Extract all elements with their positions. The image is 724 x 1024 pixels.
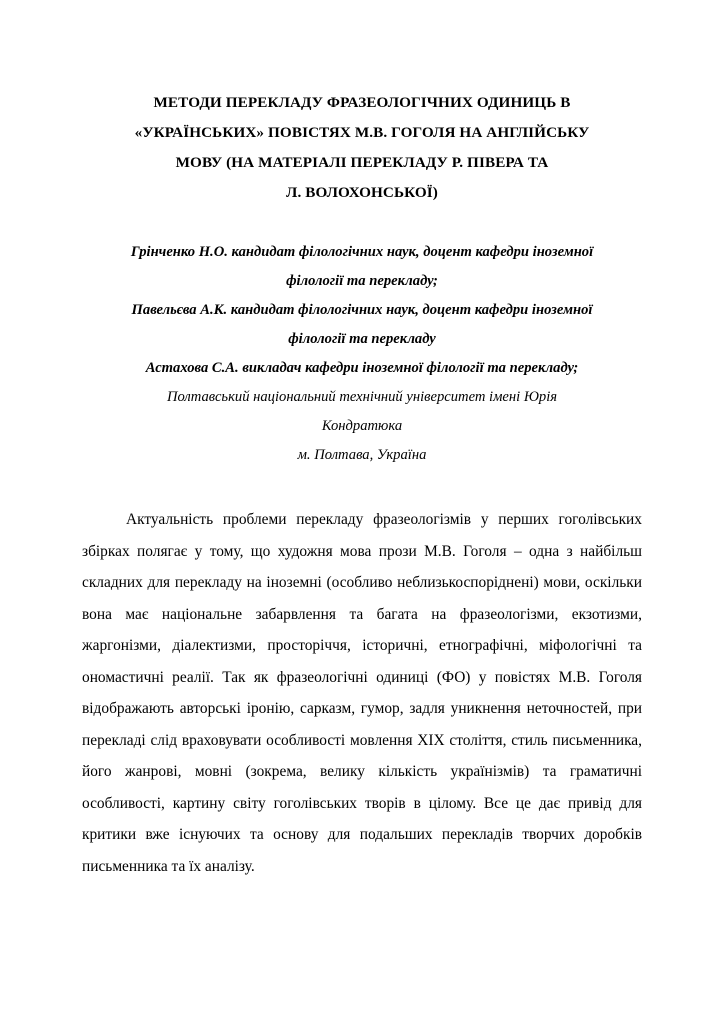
body-paragraph: Актуальність проблеми перекладу фразеологізмів у перших гоголівських збірках полягає у тому, що художня мова прози М.В. Гоголя – одна з найбільш складних для перекладу на іноземні (особливо неблизькоспоріднені) мови, оскільки вона має національне забарвлення та багата на фразеологізми, екзотизми, жаргонізми, діалектизми, просторіччя, історичні, етнографічні, міфологічні та ономастичні реалії. Так як фразеологічні одиниці (ФО) у повістях М.В. Гоголя відображають авторські іронію, сарказм, гумор, задля уникнення неточностей, при перекладі слід враховувати особливості мовлення XIX століття, стиль письменника, його жанрові, мовні (зокрема, велику кількість українізмів) та граматичні особливості, картину світу гоголівських творів в цілому. Все це дає привід для критики вже існуючих та основу для подальших перекладів творчих доробків письменника та їх аналізу.: [82, 511, 642, 875]
page-title: [82, 88, 642, 208]
title-line-3: МОВУ (НА МАТЕРІАЛІ ПЕРЕКЛАДУ Р. ПІВЕРА ТА: [175, 154, 549, 171]
affiliation: [82, 383, 642, 470]
affiliation-line-2: Кондратюка: [321, 418, 403, 434]
author-line-1: Грінченко Н.О. кандидат філологічних наук, доцент кафедри іноземної: [130, 244, 594, 260]
author-line-2: філології та перекладу;: [286, 273, 438, 289]
affiliation-line-3: м. Полтава, Україна: [297, 447, 427, 463]
author-line-4: філології та перекладу: [288, 331, 436, 347]
author-names: [82, 238, 642, 383]
title-line-1: МЕТОДИ ПЕРЕКЛАДУ ФРАЗЕОЛОГІЧНИХ ОДИНИЦЬ В: [153, 94, 571, 111]
author-line-3: Павельєва А.К. кандидат філологічних наук, доцент кафедри іноземної: [131, 302, 593, 318]
author-line-5: Астахова С.А. викладач кафедри іноземної філології та перекладу;: [145, 360, 579, 376]
affiliation-line-1: Полтавський національний технічний університет імені Юрія: [166, 389, 558, 405]
title-line-4: Л. ВОЛОХОНСЬКОЇ): [286, 184, 438, 201]
title-line-2: «УКРАЇНСЬКИХ» ПОВІСТЯХ М.В. ГОГОЛЯ НА АНГЛІЙСЬКУ: [134, 124, 590, 141]
authors-block: [82, 238, 642, 470]
